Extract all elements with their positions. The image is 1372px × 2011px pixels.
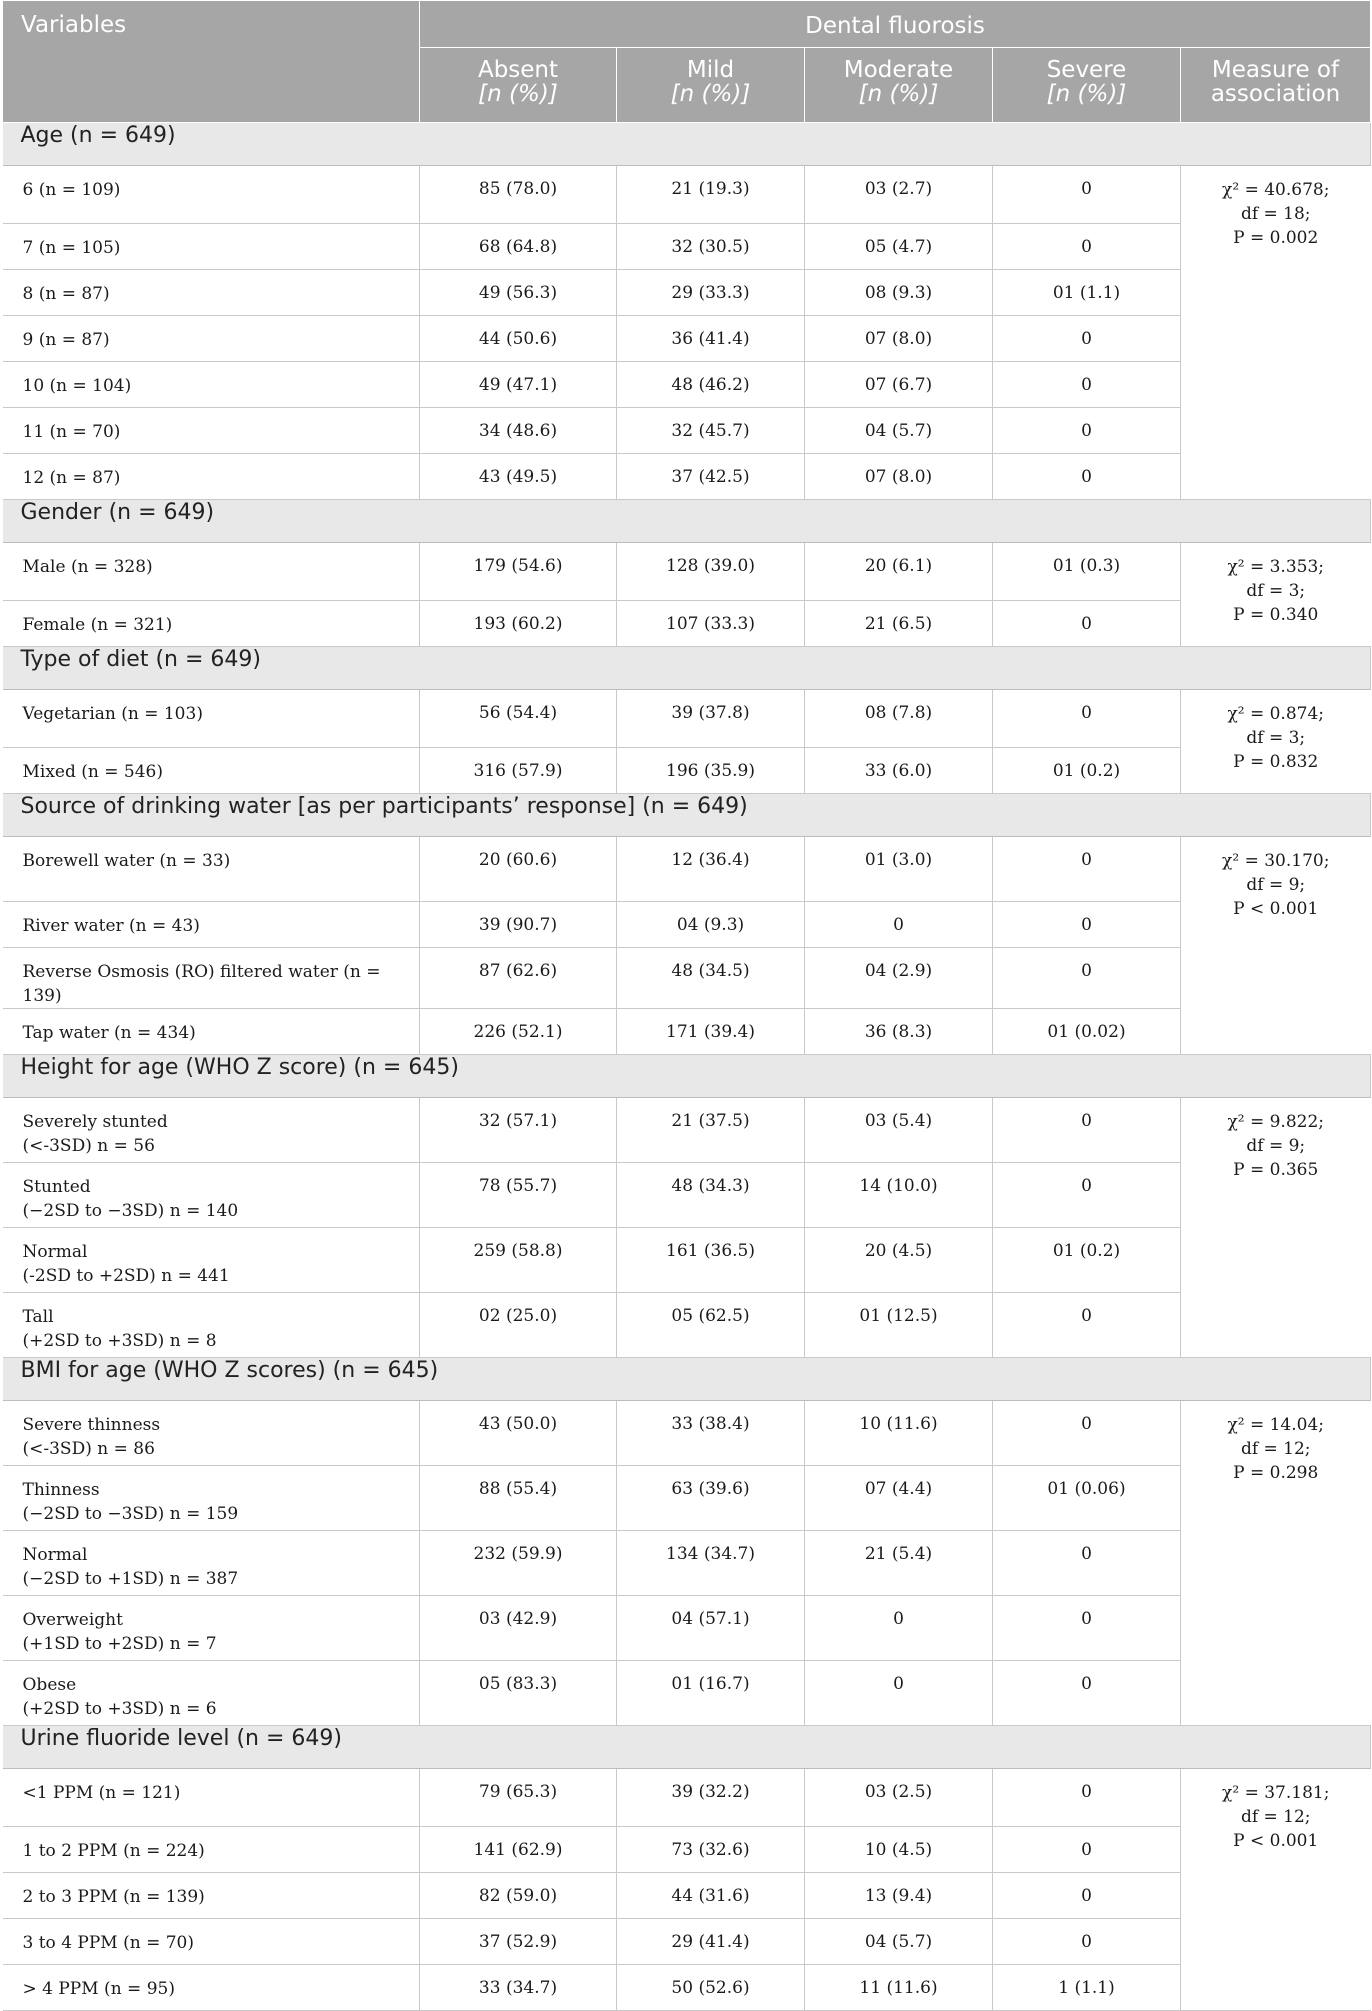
row-label — [3, 948, 420, 1009]
row-label-line: Thinness — [22, 1480, 100, 1500]
table-cell: 107 (33.3) — [617, 601, 805, 647]
table-row — [3, 1228, 1371, 1293]
row-label-line: Severe thinness — [22, 1415, 161, 1435]
table-row — [3, 948, 1371, 1009]
table-row — [3, 690, 1371, 748]
table-cell: 07 (4.4) — [805, 1466, 993, 1531]
row-label — [3, 224, 420, 270]
table-cell: 316 (57.9) — [420, 748, 617, 794]
measure-of-association-cell — [1181, 1401, 1371, 1726]
table-cell: 82 (59.0) — [420, 1873, 617, 1919]
table-cell: 10 (4.5) — [805, 1827, 993, 1873]
row-label — [3, 543, 420, 601]
row-label — [3, 1293, 420, 1358]
table-cell: 85 (78.0) — [420, 166, 617, 224]
table-cell: 232 (59.9) — [420, 1531, 617, 1596]
dental-fluorosis-table — [2, 0, 1371, 2011]
table-cell: 39 (32.2) — [617, 1769, 805, 1827]
table-cell: 32 (45.7) — [617, 408, 805, 454]
row-label-line: Normal — [22, 1242, 88, 1262]
table-cell: 63 (39.6) — [617, 1466, 805, 1531]
table-cell: 01 (0.3) — [993, 543, 1181, 601]
table-cell: 01 (16.7) — [617, 1661, 805, 1726]
table-cell: 87 (62.6) — [420, 948, 617, 1009]
row-label-line: (-2SD to +2SD) n = 441 — [22, 1266, 230, 1286]
table-cell: 0 — [993, 1661, 1181, 1726]
table-cell: 44 (50.6) — [420, 316, 617, 362]
table-row — [3, 1769, 1371, 1827]
row-label — [3, 1009, 420, 1055]
row-label-line: > 4 PPM (n = 95) — [22, 1979, 175, 1999]
row-label-line: Stunted — [22, 1177, 91, 1197]
table-cell: 10 (11.6) — [805, 1401, 993, 1466]
row-label — [3, 1098, 420, 1163]
stat-line: df = 18; — [1240, 204, 1311, 224]
table-row — [3, 224, 1371, 270]
table-cell: 20 (4.5) — [805, 1228, 993, 1293]
table-row — [3, 316, 1371, 362]
section-title: Type of diet (n = 649) — [3, 647, 1371, 690]
table-row — [3, 1466, 1371, 1531]
table-cell: 29 (33.3) — [617, 270, 805, 316]
table-cell: 0 — [993, 408, 1181, 454]
row-label-line: <1 PPM (n = 121) — [22, 1783, 181, 1803]
stat-line: χ² = 37.181; — [1222, 1783, 1330, 1803]
table-cell: 0 — [993, 1827, 1181, 1873]
row-label-line: 10 (n = 104) — [22, 376, 132, 396]
table-cell: 39 (37.8) — [617, 690, 805, 748]
table-cell: 128 (39.0) — [617, 543, 805, 601]
header-dental-fluorosis: Dental fluorosis — [420, 1, 1371, 48]
row-label-line: 1 to 2 PPM (n = 224) — [22, 1841, 205, 1861]
table-cell: 01 (0.2) — [993, 748, 1181, 794]
table-cell: 48 (34.3) — [617, 1163, 805, 1228]
stat-line: P = 0.340 — [1233, 605, 1319, 625]
table-cell: 03 (2.5) — [805, 1769, 993, 1827]
table-cell: 05 (4.7) — [805, 224, 993, 270]
section-header — [3, 647, 1371, 690]
row-label-line: 3 to 4 PPM (n = 70) — [22, 1933, 194, 1953]
table-cell: 21 (19.3) — [617, 166, 805, 224]
table-cell: 13 (9.4) — [805, 1873, 993, 1919]
row-label-line: River water (n = 43) — [22, 916, 200, 936]
table-cell: 1 (1.1) — [993, 1965, 1181, 2011]
stat-line: df = 12; — [1240, 1807, 1311, 1827]
table-cell: 04 (5.7) — [805, 1919, 993, 1965]
table-cell: 08 (9.3) — [805, 270, 993, 316]
row-label-line: 9 (n = 87) — [22, 330, 110, 350]
header-mild: Mild [n (%)] — [617, 48, 805, 123]
row-label — [3, 270, 420, 316]
header-absent: Absent [n (%)] — [420, 48, 617, 123]
table-cell: 14 (10.0) — [805, 1163, 993, 1228]
table-cell: 49 (47.1) — [420, 362, 617, 408]
table-cell: 0 — [993, 362, 1181, 408]
section-title: Age (n = 649) — [3, 123, 1371, 166]
section-header — [3, 1358, 1371, 1401]
table-cell: 07 (8.0) — [805, 454, 993, 500]
table-cell: 03 (5.4) — [805, 1098, 993, 1163]
section-title: BMI for age (WHO Z scores) (n = 645) — [3, 1358, 1371, 1401]
table-row — [3, 601, 1371, 647]
table-cell: 0 — [993, 1531, 1181, 1596]
stat-line: χ² = 3.353; — [1227, 557, 1325, 577]
measure-of-association-cell — [1181, 1098, 1371, 1358]
section-header — [3, 794, 1371, 837]
table-cell: 01 (12.5) — [805, 1293, 993, 1358]
table-cell: 02 (25.0) — [420, 1293, 617, 1358]
table-cell: 01 (1.1) — [993, 270, 1181, 316]
row-label — [3, 1531, 420, 1596]
table-cell: 0 — [993, 1163, 1181, 1228]
row-label-line: Tap water (n = 434) — [22, 1023, 196, 1043]
row-label — [3, 1965, 420, 2011]
row-label-line: (−2SD to −3SD) n = 159 — [22, 1504, 239, 1524]
row-label — [3, 1873, 420, 1919]
table-cell: 04 (5.7) — [805, 408, 993, 454]
row-label — [3, 1661, 420, 1726]
table-cell: 37 (42.5) — [617, 454, 805, 500]
table-row — [3, 362, 1371, 408]
table-cell: 193 (60.2) — [420, 601, 617, 647]
table-cell: 01 (0.2) — [993, 1228, 1181, 1293]
table-cell: 0 — [993, 1919, 1181, 1965]
section-title: Source of drinking water [as per participants’ response] (n = 649) — [3, 794, 1371, 837]
measure-of-association-cell — [1181, 837, 1371, 1055]
table-row — [3, 166, 1371, 224]
stat-line: P = 0.365 — [1233, 1160, 1319, 1180]
measure-of-association-cell — [1181, 543, 1371, 647]
row-label — [3, 837, 420, 902]
stat-line: df = 9; — [1246, 875, 1306, 895]
row-label-line: Reverse Osmosis (RO) filtered water (n = 139) — [22, 962, 381, 1006]
table-cell: 161 (36.5) — [617, 1228, 805, 1293]
row-label-line: Mixed (n = 546) — [22, 762, 163, 782]
table-cell: 43 (50.0) — [420, 1401, 617, 1466]
table-cell: 78 (55.7) — [420, 1163, 617, 1228]
row-label-line: (<-3SD) n = 86 — [22, 1439, 155, 1459]
table-body — [3, 123, 1371, 2011]
table-row — [3, 1965, 1371, 2011]
stat-line: P = 0.002 — [1233, 228, 1319, 248]
row-label — [3, 1401, 420, 1466]
table-row — [3, 1293, 1371, 1358]
table-cell: 21 (37.5) — [617, 1098, 805, 1163]
row-label-line: Severely stunted — [22, 1112, 168, 1132]
row-label-line: 8 (n = 87) — [22, 284, 110, 304]
row-label-line: (−2SD to +1SD) n = 387 — [22, 1569, 239, 1589]
stat-line: P = 0.832 — [1233, 752, 1319, 772]
row-label — [3, 1466, 420, 1531]
stat-line: P = 0.298 — [1233, 1463, 1319, 1483]
row-label-line: 7 (n = 105) — [22, 238, 121, 258]
header-moderate: Moderate [n (%)] — [805, 48, 993, 123]
table-cell: 48 (34.5) — [617, 948, 805, 1009]
row-label-line: Obese — [22, 1675, 77, 1695]
table-cell: 196 (35.9) — [617, 748, 805, 794]
row-label — [3, 1919, 420, 1965]
row-label — [3, 1163, 420, 1228]
row-label — [3, 1827, 420, 1873]
table-cell: 0 — [993, 1098, 1181, 1163]
table-cell: 0 — [805, 1661, 993, 1726]
table-cell: 259 (58.8) — [420, 1228, 617, 1293]
row-label — [3, 408, 420, 454]
table-cell: 33 (6.0) — [805, 748, 993, 794]
row-label — [3, 690, 420, 748]
row-label — [3, 316, 420, 362]
stat-line: χ² = 40.678; — [1222, 180, 1330, 200]
table-cell: 07 (8.0) — [805, 316, 993, 362]
row-label — [3, 454, 420, 500]
table-row — [3, 270, 1371, 316]
table-cell: 0 — [993, 948, 1181, 1009]
table-cell: 32 (57.1) — [420, 1098, 617, 1163]
table-cell: 0 — [805, 1596, 993, 1661]
table-cell: 39 (90.7) — [420, 902, 617, 948]
table-cell: 0 — [993, 601, 1181, 647]
table-header — [3, 1, 1371, 123]
table-row — [3, 1873, 1371, 1919]
table-row — [3, 1009, 1371, 1055]
stat-line: χ² = 30.170; — [1222, 851, 1330, 871]
stat-line: df = 12; — [1240, 1439, 1311, 1459]
section-title: Urine fluoride level (n = 649) — [3, 1726, 1371, 1769]
section-header — [3, 1726, 1371, 1769]
row-label-line: 6 (n = 109) — [22, 180, 121, 200]
table-cell: 0 — [805, 902, 993, 948]
table-cell: 171 (39.4) — [617, 1009, 805, 1055]
table-cell: 0 — [993, 1596, 1181, 1661]
section-title: Gender (n = 649) — [3, 500, 1371, 543]
section-title: Height for age (WHO Z score) (n = 645) — [3, 1055, 1371, 1098]
table-cell: 141 (62.9) — [420, 1827, 617, 1873]
table-cell: 32 (30.5) — [617, 224, 805, 270]
stat-line: P < 0.001 — [1233, 1831, 1319, 1851]
table-cell: 0 — [993, 690, 1181, 748]
table-cell: 0 — [993, 1401, 1181, 1466]
table-row — [3, 454, 1371, 500]
measure-of-association-cell — [1181, 690, 1371, 794]
table-cell: 01 (0.06) — [993, 1466, 1181, 1531]
table-cell: 20 (6.1) — [805, 543, 993, 601]
table-cell: 48 (46.2) — [617, 362, 805, 408]
table-cell: 04 (9.3) — [617, 902, 805, 948]
table-cell: 56 (54.4) — [420, 690, 617, 748]
table-row — [3, 543, 1371, 601]
table-row — [3, 1401, 1371, 1466]
row-label-line: (−2SD to −3SD) n = 140 — [22, 1201, 239, 1221]
header-measure-of-association: Measure of association — [1181, 48, 1371, 123]
table-cell: 33 (38.4) — [617, 1401, 805, 1466]
table-cell: 50 (52.6) — [617, 1965, 805, 2011]
row-label-line: (+2SD to +3SD) n = 6 — [22, 1699, 217, 1719]
table-cell: 68 (64.8) — [420, 224, 617, 270]
table-row — [3, 1098, 1371, 1163]
table-cell: 08 (7.8) — [805, 690, 993, 748]
stat-line: P < 0.001 — [1233, 899, 1319, 919]
table-cell: 0 — [993, 1873, 1181, 1919]
table-cell: 134 (34.7) — [617, 1531, 805, 1596]
row-label — [3, 601, 420, 647]
row-label-line: Overweight — [22, 1610, 123, 1630]
table-row — [3, 1531, 1371, 1596]
row-label — [3, 1769, 420, 1827]
row-label — [3, 1228, 420, 1293]
table-cell: 03 (42.9) — [420, 1596, 617, 1661]
row-label-line: (+2SD to +3SD) n = 8 — [22, 1331, 217, 1351]
table-cell: 43 (49.5) — [420, 454, 617, 500]
row-label — [3, 902, 420, 948]
table-cell: 04 (2.9) — [805, 948, 993, 1009]
table-cell: 0 — [993, 224, 1181, 270]
row-label-line: Normal — [22, 1545, 88, 1565]
table-row — [3, 1827, 1371, 1873]
table-cell: 20 (60.6) — [420, 837, 617, 902]
measure-of-association-cell — [1181, 166, 1371, 500]
table-cell: 37 (52.9) — [420, 1919, 617, 1965]
table-cell: 0 — [993, 454, 1181, 500]
row-label-line: 2 to 3 PPM (n = 139) — [22, 1887, 205, 1907]
table-cell: 36 (8.3) — [805, 1009, 993, 1055]
row-label-line: 12 (n = 87) — [22, 468, 121, 488]
row-label-line: Vegetarian (n = 103) — [22, 704, 203, 724]
stat-line: χ² = 0.874; — [1227, 704, 1325, 724]
stat-line: df = 3; — [1246, 581, 1306, 601]
table-cell: 0 — [993, 1293, 1181, 1358]
table-cell: 0 — [993, 316, 1181, 362]
table-cell: 03 (2.7) — [805, 166, 993, 224]
table-cell: 0 — [993, 1769, 1181, 1827]
table-row — [3, 837, 1371, 902]
table-cell: 0 — [993, 902, 1181, 948]
table-row — [3, 1163, 1371, 1228]
stat-line: χ² = 14.04; — [1227, 1415, 1325, 1435]
table-cell: 226 (52.1) — [420, 1009, 617, 1055]
table-row — [3, 408, 1371, 454]
table-row — [3, 902, 1371, 948]
measure-of-association-cell — [1181, 1769, 1371, 2011]
table-cell: 36 (41.4) — [617, 316, 805, 362]
stat-line: df = 3; — [1246, 728, 1306, 748]
table-cell: 07 (6.7) — [805, 362, 993, 408]
stat-line: df = 9; — [1246, 1136, 1306, 1156]
table-cell: 29 (41.4) — [617, 1919, 805, 1965]
stat-line: χ² = 9.822; — [1227, 1112, 1325, 1132]
table-cell: 05 (62.5) — [617, 1293, 805, 1358]
row-label-line: (<-3SD) n = 56 — [22, 1136, 155, 1156]
table-cell: 44 (31.6) — [617, 1873, 805, 1919]
header-variables: Variables — [3, 1, 420, 123]
table-row — [3, 1919, 1371, 1965]
table-cell: 21 (5.4) — [805, 1531, 993, 1596]
row-label — [3, 362, 420, 408]
table-cell: 0 — [993, 837, 1181, 902]
table-cell: 0 — [993, 166, 1181, 224]
row-label — [3, 166, 420, 224]
table-cell: 88 (55.4) — [420, 1466, 617, 1531]
row-label — [3, 1596, 420, 1661]
table-cell: 34 (48.6) — [420, 408, 617, 454]
table-row — [3, 1596, 1371, 1661]
table-cell: 11 (11.6) — [805, 1965, 993, 2011]
header-severe: Severe [n (%)] — [993, 48, 1181, 123]
table-row — [3, 748, 1371, 794]
row-label-line: 11 (n = 70) — [22, 422, 121, 442]
table-cell: 01 (0.02) — [993, 1009, 1181, 1055]
table-cell: 01 (3.0) — [805, 837, 993, 902]
row-label-line: Male (n = 328) — [22, 557, 153, 577]
row-label-line: (+1SD to +2SD) n = 7 — [22, 1634, 217, 1654]
table-cell: 12 (36.4) — [617, 837, 805, 902]
row-label-line: Tall — [22, 1307, 54, 1327]
table-cell: 04 (57.1) — [617, 1596, 805, 1661]
row-label-line: Female (n = 321) — [22, 615, 173, 635]
table-row — [3, 1661, 1371, 1726]
table-cell: 49 (56.3) — [420, 270, 617, 316]
table-cell: 33 (34.7) — [420, 1965, 617, 2011]
row-label-line: Borewell water (n = 33) — [22, 851, 231, 871]
table-cell: 179 (54.6) — [420, 543, 617, 601]
table-cell: 79 (65.3) — [420, 1769, 617, 1827]
row-label — [3, 748, 420, 794]
table-cell: 73 (32.6) — [617, 1827, 805, 1873]
table-cell: 05 (83.3) — [420, 1661, 617, 1726]
section-header — [3, 1055, 1371, 1098]
table-cell: 21 (6.5) — [805, 601, 993, 647]
section-header — [3, 123, 1371, 166]
section-header — [3, 500, 1371, 543]
